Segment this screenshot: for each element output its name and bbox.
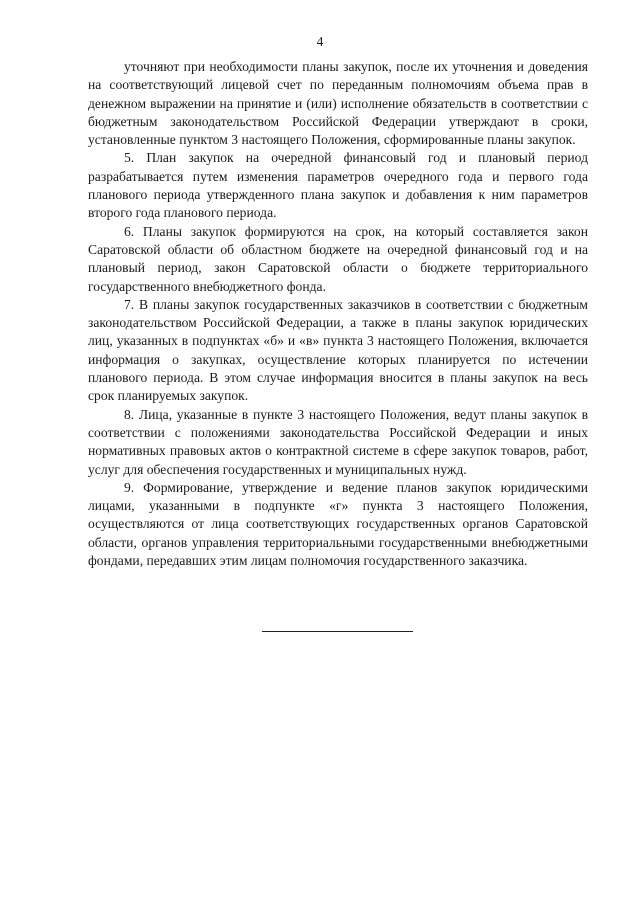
page-number: 4 <box>316 34 324 49</box>
paragraph-continuation: уточняют при необходимости планы закупок, после их уточнения и доведения на соответствующий лицевой счет по переданным полномочиям объема прав в денежном выражении на принятие и (или) исполнение обязательств в соответствии с бюджетным законодательством Российской Федерации утверждают в сроки, установленные пунктом 3 настоящего Положения, сформированные планы закупок. <box>88 59 588 148</box>
paragraph-9: 9. Формирование, утверждение и ведение планов закупок юридическими лицами, указанными в подпункте «г» пункта 3 настоящего Положения, осуществляются от лица соответствующих государственных органов Саратовской области, органов управления территориальными государственными внебюджетными фондами, передавших этим лицам полномочия государственного заказчика. <box>88 479 588 569</box>
paragraph-5: 5. План закупок на очередной финансовый год и плановый период разрабатывается путем изменения параметров очередного года и первого года планового периода утвержденного плана закупок и добавления к ним параметров второго года планового периода. <box>88 150 588 221</box>
paragraph-7: 7. В планы закупок государственных заказчиков в соответствии с бюджетным законодательством Российской Федерации, а также в планы закупок юридических лиц, указанных в подпунктах «б» и «в» пункта 3 настоящего Положения, включается информация о закупках, осуществление которых планируется по истечении планового периода. В этом случае информация вносится в планы закупок на весь срок планируемых закупок. <box>88 296 588 404</box>
paragraph-6: 6. Планы закупок формируются на срок, на который составляется закон Саратовской области об областном бюджете на очередной финансовый год и на плановый период, закон Саратовской области о бюджете территориального государственного внебюджетного фонда. <box>88 223 588 294</box>
end-of-document-rule <box>262 631 413 632</box>
document-body <box>88 58 588 570</box>
paragraph-8: 8. Лица, указанные в пункте 3 настоящего Положения, ведут планы закупок в соответствии с положениями законодательства Российской Федерации и иных нормативных правовых актов о контрактной системе в сфере закупок товаров, работ, услуг для обеспечения государственных и муниципальных нужд. <box>88 406 588 477</box>
